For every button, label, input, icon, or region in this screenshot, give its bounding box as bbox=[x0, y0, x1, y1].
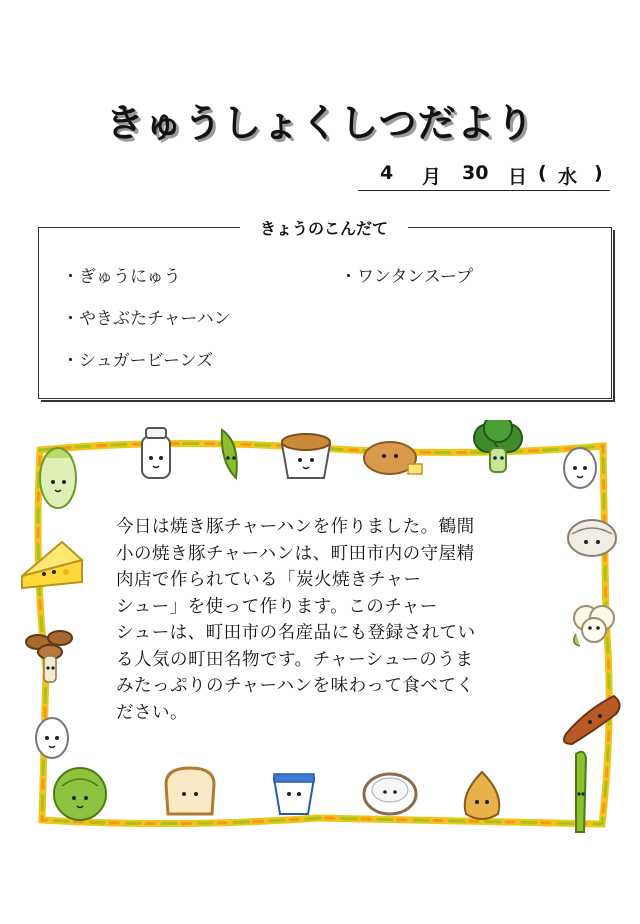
message-line: シュー」を使って作ります。このチャー bbox=[116, 596, 438, 617]
mushroom-icon bbox=[26, 631, 72, 682]
message-text bbox=[116, 514, 536, 726]
date-month-unit: 月 bbox=[422, 166, 442, 188]
date-paren-close: ) bbox=[594, 162, 603, 184]
date-month: 4 bbox=[380, 162, 394, 184]
menu-item-wonton-soup: ・ワンタンスープ bbox=[340, 267, 474, 287]
message-line: 小の焼き豚チャーハンは、町田市内の守屋精 bbox=[116, 543, 475, 564]
menu-heading: きょうのこんだて bbox=[240, 216, 408, 240]
onion-icon bbox=[465, 772, 500, 819]
date-day: 30 bbox=[462, 162, 489, 184]
egg-icon bbox=[36, 718, 68, 758]
broccoli-icon bbox=[474, 420, 522, 472]
message-line: みたっぷりのチャーハンを味わって食べてく bbox=[116, 676, 475, 696]
cabbage-icon bbox=[40, 448, 76, 508]
okra-icon bbox=[222, 430, 237, 478]
natto-icon bbox=[282, 434, 330, 478]
yogurt-icon bbox=[274, 774, 314, 814]
menu-item-milk: ・ぎゅうにゅう bbox=[62, 267, 181, 287]
message-line: 今日は焼き豚チャーハンを作りました。鶴間 bbox=[116, 517, 475, 537]
message-line: ださい。 bbox=[116, 702, 188, 723]
menu-item-fried-rice: ・やきぶたチャーハン bbox=[62, 309, 231, 329]
message-line: る人気の町田名物です。チャーシューのうま bbox=[116, 649, 474, 670]
asparagus-icon bbox=[576, 752, 586, 832]
page-title: きゅうしょくしつだより bbox=[105, 101, 535, 145]
bread-slice-icon bbox=[166, 768, 214, 814]
date bbox=[358, 162, 610, 188]
message-line: シューは、町田市の名産品にも登録されてい bbox=[116, 623, 476, 643]
cheese-icon bbox=[22, 542, 82, 588]
bread-butter-icon bbox=[364, 442, 422, 474]
date-weekday: 水 bbox=[558, 166, 578, 188]
date-day-unit: 日 bbox=[508, 166, 528, 188]
message-line: 肉店で作られている「炭火焼きチャー bbox=[116, 570, 422, 590]
clam-icon bbox=[568, 520, 616, 556]
menu-item-sugar-beans: ・シュガービーンズ bbox=[62, 351, 214, 371]
milk-bottle-icon bbox=[142, 428, 170, 478]
date-paren-open: ( bbox=[538, 162, 547, 184]
cabbage-icon bbox=[54, 768, 106, 820]
rice-bowl-icon bbox=[364, 774, 416, 814]
date-underline bbox=[358, 190, 610, 191]
egg-icon bbox=[564, 448, 596, 488]
